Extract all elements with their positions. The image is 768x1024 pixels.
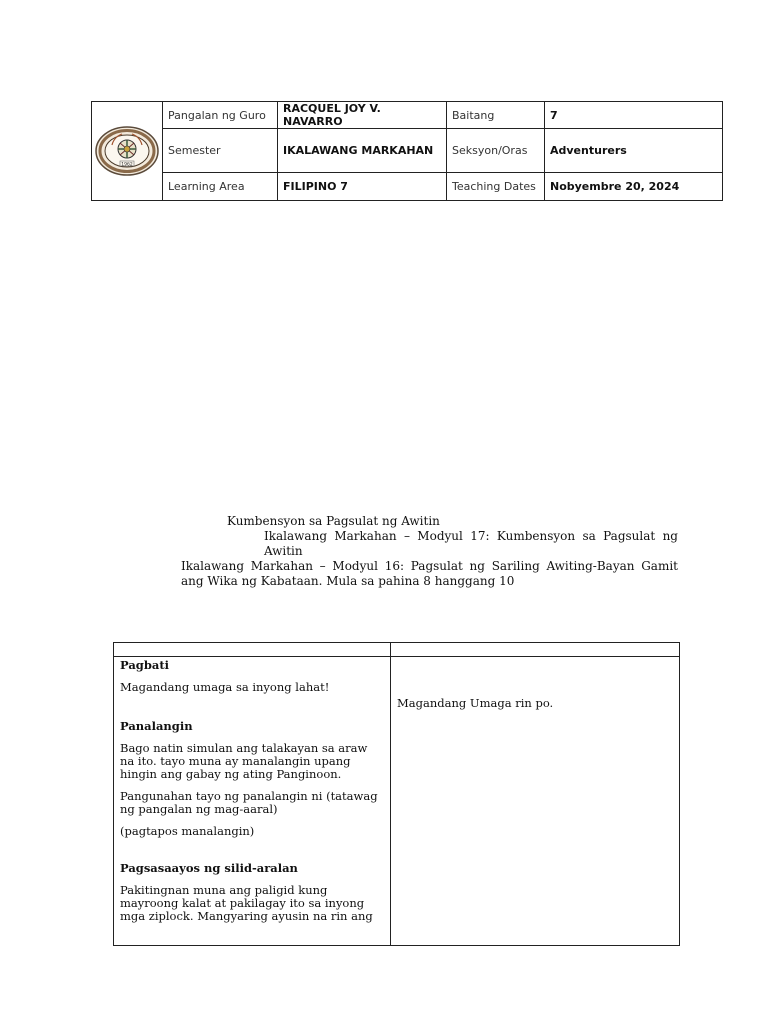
- lesson-reference-paragraph: Ikalawang Markahan – Modyul 16: Pagsulat ng Sariling Awiting-Bayan Gamit ang Wika ng Kabataan. Mula sa pahina 8 hanggang 10: [181, 559, 678, 588]
- section-value: Adventurers: [545, 129, 723, 173]
- learning-area-value: FILIPINO 7: [278, 173, 447, 201]
- section-label: Seksyon/Oras: [447, 129, 545, 173]
- lesson-reference-line: Ikalawang Markahan – Modyul 17: Kumbensyon sa Pagsulat ng Awitin: [264, 529, 678, 558]
- student-activity-header-cell: [391, 643, 680, 657]
- pagbati-text: Magandang umaga sa inyong lahat!: [120, 680, 330, 694]
- lesson-intro: [181, 514, 678, 589]
- lesson-table-body-row: [114, 657, 680, 946]
- pagbati-response: Magandang Umaga rin po.: [397, 696, 554, 710]
- student-activity-cell: [391, 657, 680, 946]
- learning-area-label: Learning Area: [163, 173, 278, 201]
- pagsasaayos-text: Pakitingnan muna ang paligid kung mayroong kalat at pakilagay ito sa inyong mga ziplock. Mangyaring ayusin na rin ang: [120, 883, 373, 923]
- pagsasaayos-title: Pagsasaayos ng silid-aralan: [120, 861, 298, 875]
- svg-text:1962: 1962: [121, 162, 133, 168]
- teaching-dates-label: Teaching Dates: [447, 173, 545, 201]
- school-seal-icon: [94, 125, 160, 177]
- teacher-activity-header-cell: [114, 643, 391, 657]
- panalangin-title: Panalangin: [120, 719, 193, 733]
- semester-label: Semester: [163, 129, 278, 173]
- school-logo-cell: [92, 102, 163, 201]
- pagbati-title: Pagbati: [120, 658, 170, 672]
- grade-value: 7: [545, 102, 723, 129]
- semester-value: IKALAWANG MARKAHAN: [278, 129, 447, 173]
- panalangin-end: (pagtapos manalangin): [120, 824, 255, 838]
- panalangin-text: Bago natin simulan ang talakayan sa araw na ito. tayo muna ay manalangin upang hingin ang gabay ng ating Panginoon.: [120, 741, 368, 781]
- lesson-topic: Kumbensyon sa Pagsulat ng Awitin: [227, 514, 440, 528]
- teacher-name-value: RACQUEL JOY V. NAVARRO: [278, 102, 447, 129]
- teacher-activity-cell: [114, 657, 391, 946]
- teacher-name-label: Pangalan ng Guro: [163, 102, 278, 129]
- lesson-table-header-row: [114, 643, 680, 657]
- teaching-dates-value: Nobyembre 20, 2024: [545, 173, 723, 201]
- lesson-procedure-table: [113, 642, 680, 946]
- panalangin-call: Pangunahan tayo ng panalangin ni (tatawag ng pangalan ng mag-aaral): [120, 789, 378, 816]
- teacher-info-table: [91, 101, 723, 201]
- grade-label: Baitang: [447, 102, 545, 129]
